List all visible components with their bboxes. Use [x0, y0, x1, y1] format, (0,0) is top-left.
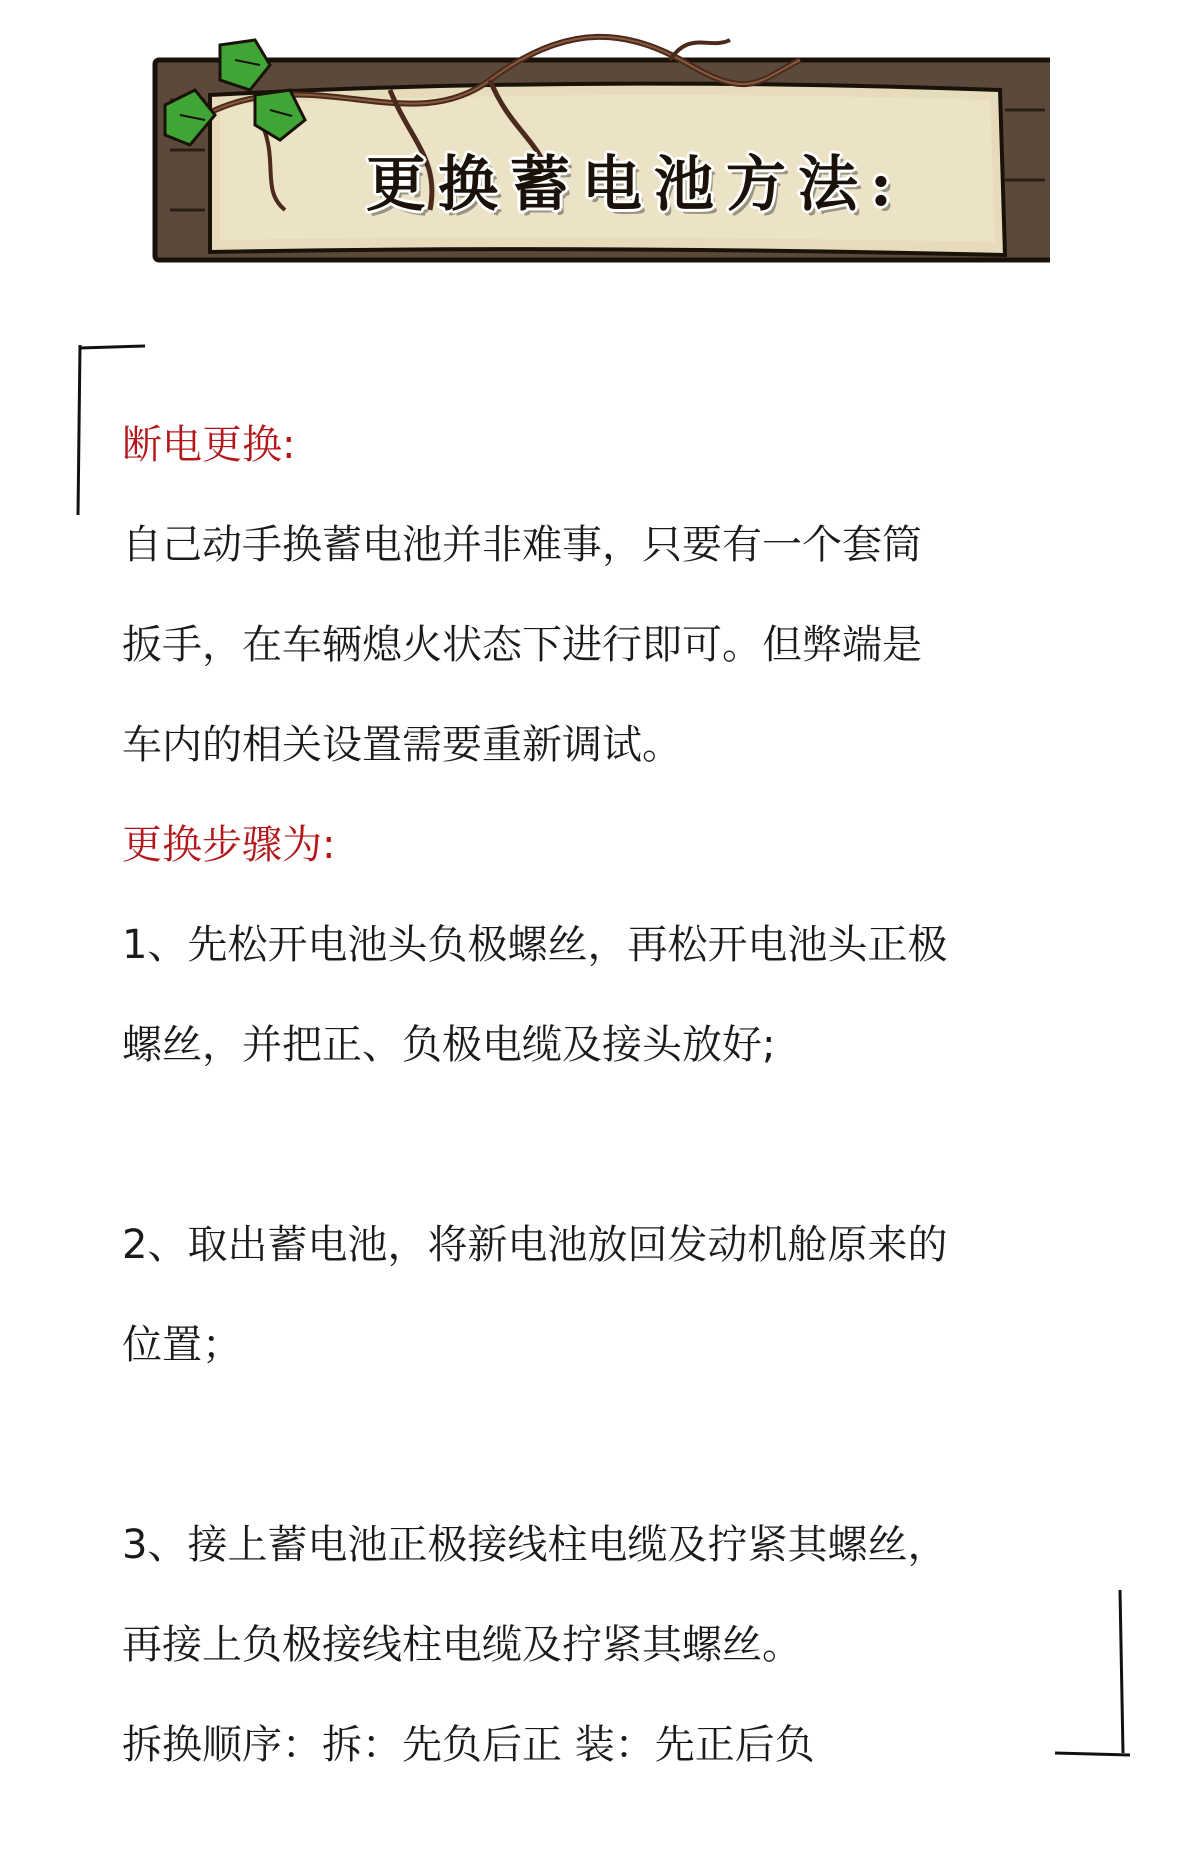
article-body — [122, 395, 1122, 1795]
step-1-line: 1、先松开电池头负极螺丝，再松开电池头正极 — [122, 922, 948, 968]
spacer — [122, 1395, 1122, 1495]
step-3-line: 再接上负极接线柱电缆及拧紧其螺丝。 — [122, 1622, 802, 1668]
paragraph-line: 自己动手换蓄电池并非难事，只要有一个套筒 — [122, 522, 922, 568]
step-2-line: 2、取出蓄电池，将新电池放回发动机舱原来的 — [122, 1222, 948, 1268]
section-heading-steps: 更换步骤为: — [122, 822, 336, 868]
paragraph-line: 扳手，在车辆熄火状态下进行即可。但弊端是 — [122, 622, 922, 668]
step-1-line: 螺丝，并把正、负极电缆及接头放好; — [122, 1022, 776, 1068]
section-heading-power-off: 断电更换: — [122, 422, 296, 468]
removal-install-order: 拆换顺序：拆：先负后正 装：先正后负 — [122, 1722, 815, 1768]
step-2-line: 位置； — [122, 1322, 242, 1368]
title-banner — [110, 20, 1050, 270]
page-title: 更换蓄电池方法: — [365, 150, 905, 220]
spacer — [122, 1095, 1122, 1195]
step-3-line: 3、接上蓄电池正极接线柱电缆及拧紧其螺丝， — [122, 1522, 948, 1568]
paragraph-line: 车内的相关设置需要重新调试。 — [122, 722, 682, 768]
